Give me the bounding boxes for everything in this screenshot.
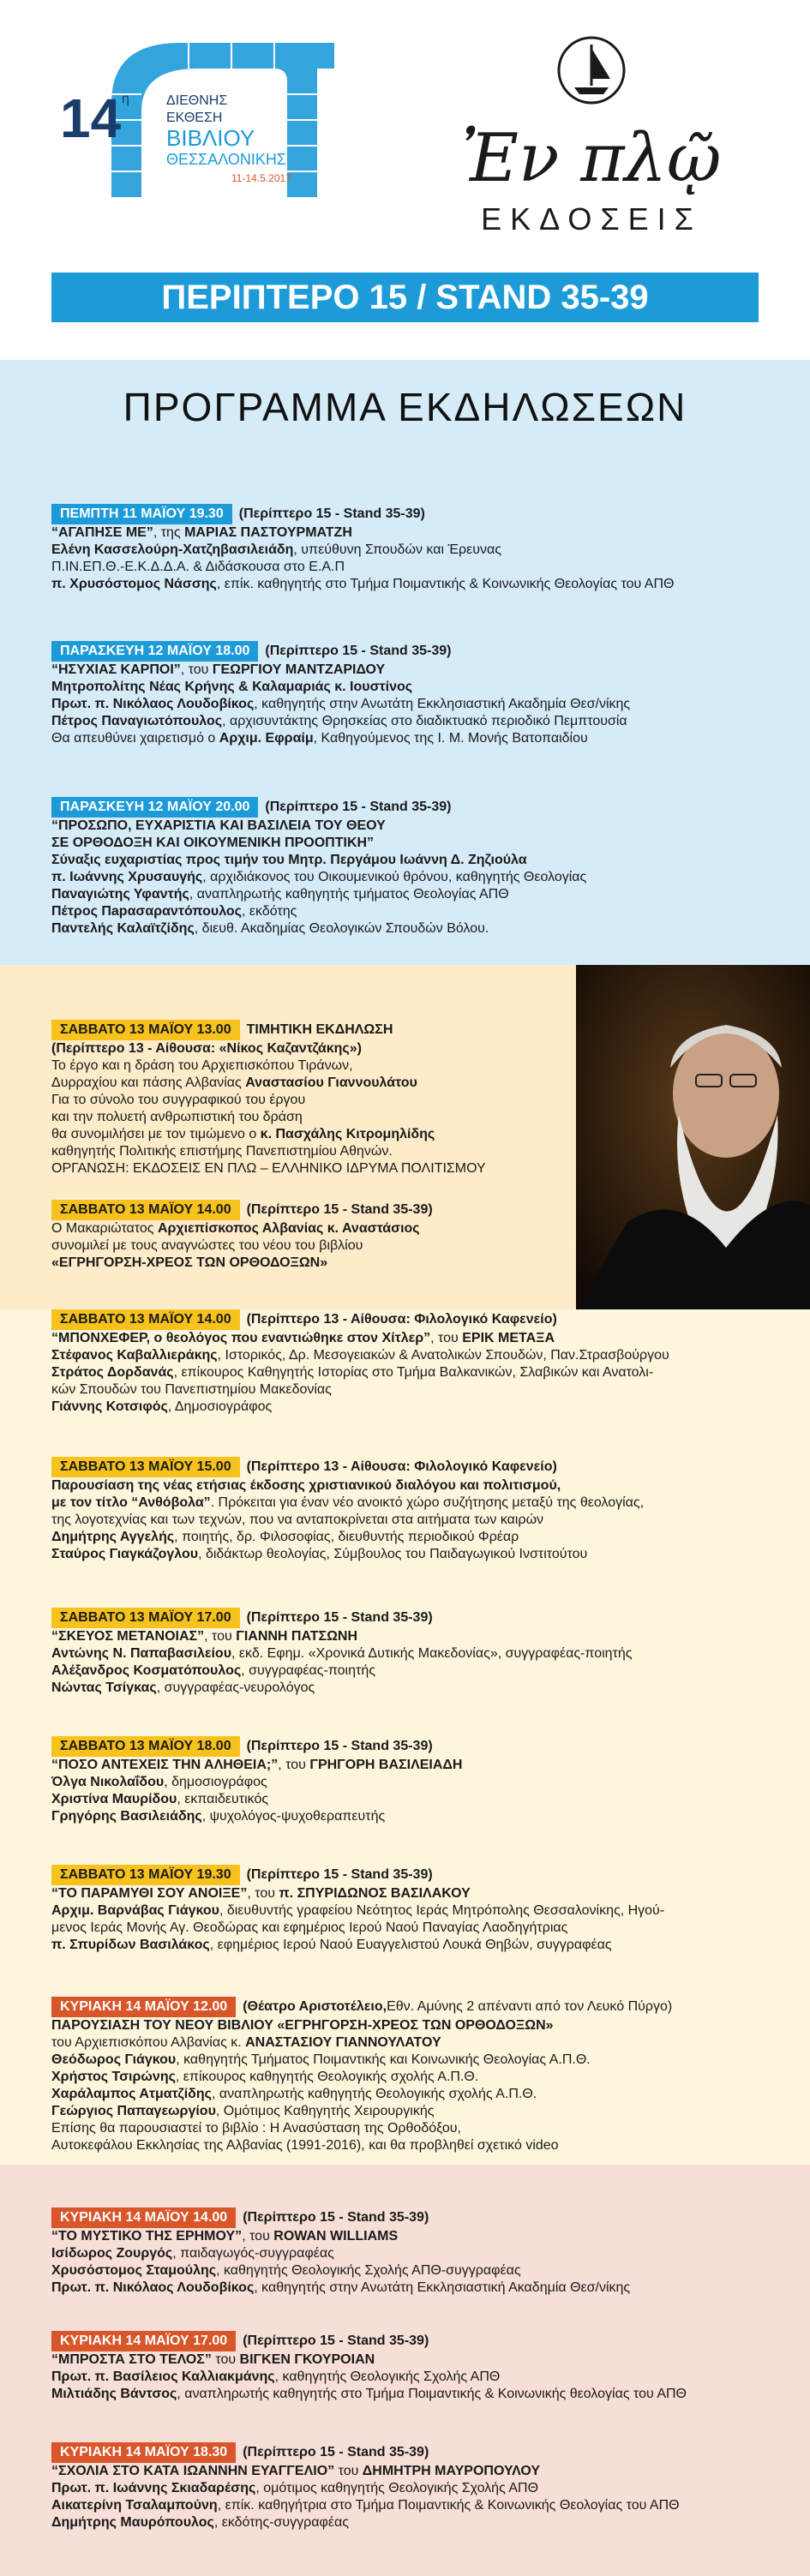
event-line (51, 524, 767, 542)
event-item (51, 2331, 767, 2403)
event-line-text: , Ιστορικός, Δρ. Μεσογειακών & Ανατολικών Σπουδών, Παν.Στρασβούργου (217, 1348, 669, 1363)
event-line (51, 2514, 767, 2531)
event-line-text: , συγγραφέας-ποιητής (241, 1663, 375, 1678)
event-line (51, 713, 767, 730)
event-line-text: κών Σπουδών του Πανεπιστημίου Μακεδονίας (51, 1382, 332, 1397)
event-line (51, 1075, 566, 1092)
event-line-text: , δημοσιογράφος (164, 1775, 267, 1789)
event-line (51, 920, 767, 938)
event-line-bold: Πέτρος Πapασαραντόπουλος (51, 904, 242, 919)
event-line (51, 2463, 767, 2480)
event-line-text: , διευθυντής γραφείου Νεότητος Ιεράς Μητρόπολης Θεσσαλονίκης, Ηγού- (219, 1903, 665, 1918)
fair-dates: 11-14.5.2017 (231, 172, 291, 184)
event-line-text: , εκπαιδευτικός (177, 1792, 269, 1806)
event-line-bold: ΓΕΩΡΓΙΟΥ ΜΑΝΤΖΑΡΙΔΟΥ (212, 662, 386, 677)
event-line-bold: Δημήτρης Αγγελής (51, 1530, 175, 1544)
event-line-text: του (334, 2464, 363, 2478)
event-line (51, 1399, 767, 1416)
event-location-extra: Εθν. Αμύνης 2 απέναντι από τον Λευκό Πύργο) (387, 1999, 673, 2014)
event-line (51, 2017, 767, 2034)
event-header (51, 1457, 767, 1477)
event-item (51, 1457, 767, 1563)
event-line (51, 1645, 767, 1662)
event-line-bold: ΣΕ ΟΡΘΟΔΟΞΗ ΚΑΙ ΟΙΚΟΥΜΕΝΙΚΗ ΠΡΟΟΠΤΙΚΗ” (51, 836, 375, 850)
event-line (51, 2279, 767, 2297)
event-line-bold: Δημήτρης Μαυρόπουλος (51, 2515, 214, 2530)
event-line-text: , υπεύθυνη Σπουδών και Έρευνας (293, 542, 501, 557)
event-date-tag: ΠΑΡΑΣΚΕΥΗ 12 ΜΑΪΟΥ 18.00 (51, 641, 258, 662)
event-line-text: , του (204, 1629, 237, 1644)
event-line-bold: Πρωτ. π. Νικόλαος Λουδοβίκος (51, 2280, 255, 2295)
event-line-bold: (Περίπτερο 13 - Αίθουσα: «Νίκος Καζαντζάκης») (51, 1041, 362, 1056)
event-line (51, 1237, 566, 1255)
event-line (51, 679, 767, 696)
event-line-bold: Πρωτ. π. Ιωάννης Σκιαδαρέσης (51, 2481, 256, 2495)
event-line-bold: Γεώργιος Παπαγεωργίου (51, 2104, 216, 2118)
event-line-bold: Αρχιεπίσκοπος Αλβανίας κ. Αναστάσιος (157, 1221, 420, 1236)
event-line (51, 1330, 767, 1347)
event-location: (Περίπτερο 15 - Stand 35-39) (243, 2445, 429, 2459)
event-line-bold: Χρήστος Τσιρώνης (51, 2070, 176, 2084)
event-line-bold: π. Σπυρίδων Βασιλάκος (51, 1938, 210, 1952)
event-line (51, 1757, 767, 1774)
event-line-bold: Χαράλαμπος Ατματζίδης (51, 2087, 212, 2101)
event-line (51, 1791, 767, 1808)
event-line-bold: Χριστίνα Μαυρίδου (51, 1792, 177, 1806)
event-header (51, 1865, 767, 1885)
event-line-text: , του (247, 1886, 279, 1901)
event-line-text: ΟΡΓΑΝΩΣΗ: ΕΚΔΟΣΕΙΣ ΕΝ ΠΛΩ – ΕΛΛΗΝΙΚΟ ΙΔΡΥΜΑ ΠΟΛΙΤΙΣΜΟΥ (51, 1161, 486, 1176)
event-location: (Περίπτερο 15 - Stand 35-39) (246, 1610, 433, 1625)
event-line-text: , αρχισυντάκτης Θρησκείας στο διαδικτυακό περιοδικό Πεμπτουσία (222, 714, 627, 728)
event-date-tag: ΚΥΡΙΑΚΗ 14 ΜΑΪΟΥ 12.00 (51, 1997, 236, 2017)
event-line (51, 2497, 767, 2514)
event-line (51, 1347, 767, 1364)
event-line-text: , του (242, 2229, 274, 2244)
event-location: (Περίπτερο 15 - Stand 35-39) (243, 2210, 429, 2225)
event-line-bold: ΓΡΗΓΟΡΗ ΒΑΣΙΛΕΙΑΔΗ (309, 1758, 463, 1772)
event-item (51, 1200, 566, 1272)
event-line-bold: ΠΑΡΟΥΣΙΑΣΗ ΤΟΥ ΝΕΟΥ ΒΙΒΛΙΟΥ «ΕΓΡΗΓΟΡΣΗ-ΧΡΕΟΣ ΤΩΝ ΟΡΘΟΔΟΞΩΝ» (51, 2018, 554, 2033)
event-line-text: , ποιητής, δρ. Φιλοσοφίας, διευθυντής περιοδικού Φρέαρ (174, 1530, 519, 1544)
event-line-bold: Παρουσίαση της νέας ετήσιας έκδοσης χριστιανικού διαλόγου και πολιτισμού, (51, 1478, 561, 1493)
event-line-bold: “ΣΧΟΛΙΑ ΣΤΟ ΚΑΤΑ ΙΩΑΝΝΗΝ ΕΥΑΓΓΕΛΙΟ” (51, 2464, 335, 2478)
event-line-text: , παιδαγωγός-συγγραφέας (172, 2246, 334, 2261)
event-line-bold: π. ΣΠΥΡΙΔΩΝΟΣ ΒΑΣΙΛΑΚΟΥ (279, 1886, 471, 1901)
event-location: (Περίπτερο 15 - Stand 35-39) (265, 644, 452, 658)
event-line (51, 1920, 767, 1937)
event-line-text: του Αρχιεπισκόπου Αλβανίας κ. (51, 2035, 246, 2050)
event-location: (Περίπτερο 15 - Stand 35-39) (243, 2333, 429, 2348)
event-line-bold: Αλέξανδρος Κοσματόπουλος (51, 1663, 242, 1678)
event-line-text: , επίκ. καθηγήτρια στο Τμήμα Ποιμαντικής & Κοινωνικής Θεολογίας του ΑΠΘ (217, 2498, 680, 2513)
event-line (51, 662, 767, 679)
event-line (51, 2262, 767, 2279)
event-item (51, 1997, 767, 2154)
event-line (51, 1126, 566, 1143)
event-line (51, 903, 767, 920)
event-line-bold: Χρυσόστομος Σταμούλης (51, 2263, 217, 2278)
event-line-bold: Όλγα Νικολαΐδου (51, 1775, 165, 1789)
event-date-tag: ΠΑΡΑΣΚΕΥΗ 12 ΜΑΪΟΥ 20.00 (51, 797, 258, 818)
event-header (51, 1309, 767, 1330)
event-line (51, 559, 767, 576)
event-line (51, 730, 767, 747)
event-line-bold: Γιάννης Κοτσιφός (51, 1399, 168, 1414)
event-line-bold: Στέφανος Καβαλλιεράκης (51, 1348, 218, 1363)
event-date-tag: ΣΑΒΒΑΤΟ 13 ΜΑΪΟΥ 14.00 (51, 1200, 240, 1220)
event-line-text: , της (153, 525, 185, 540)
event-line-text: καθηγητής Πολιτικής επιστήμης Πανεπιστημίου Αθηνών. (51, 1144, 393, 1159)
fair-city: ΘΕΣΣΑΛΟΝΙΚΗΣ (166, 151, 287, 168)
event-item (51, 1865, 767, 1954)
event-date-tag: ΣΑΒΒΑΤΟ 13 ΜΑΪΟΥ 13.00 (51, 1020, 240, 1040)
event-line (51, 1662, 767, 1680)
event-line (51, 1885, 767, 1902)
event-line-text: , ομότιμος καθηγητής Θεολογικής Σχολής ΑΠΘ (255, 2481, 539, 2495)
event-line (51, 1512, 767, 1529)
event-header (51, 1020, 566, 1040)
event-line-bold: ΓΙΑΝΝΗ ΠΑΤΣΩΝΗ (236, 1629, 358, 1644)
event-line-text: , επίκουρος Καθηγητής Ιστορίας στο Τμήμα Βαλκανικών, Σλαβικών και Ανατολι- (173, 1365, 654, 1380)
event-line-bold: Αρχιμ. Βαρνάβας Γιάγκου (51, 1903, 219, 1918)
event-line-bold: ΒΙΓΚΕΝ ΓΚΟΥΡΟΙΑΝ (239, 2352, 375, 2367)
fair-superscript: η (122, 92, 129, 106)
event-line-bold: ΜΑΡΙΑΣ ΠΑΣΤΟΥΡΜΑΤΖΗ (184, 525, 352, 540)
event-date-tag: ΚΥΡΙΑΚΗ 14 ΜΑΪΟΥ 18.30 (51, 2442, 236, 2463)
event-line-text: Π.ΙΝ.ΕΠ.Θ.-Ε.Κ.Δ.Δ.Α. & Διδάσκουσα στο Ε.Α.Π (51, 560, 345, 574)
event-date-tag: ΣΑΒΒΑΤΟ 13 ΜΑΪΟΥ 18.00 (51, 1736, 240, 1757)
event-date-tag: ΣΑΒΒΑΤΟ 13 ΜΑΪΟΥ 17.00 (51, 1608, 240, 1628)
event-line-bold: “ΣΚΕΥΟΣ ΜΕΤΑΝΟΙΑΣ” (51, 1629, 205, 1644)
stand-banner: ΠΕΡΙΠΤΕΡΟ 15 / STAND 35-39 (51, 273, 759, 322)
event-line-text: , καθηγητής στην Ανωτάτη Εκκλησιαστική Ακαδημία Θεσ/νίκης (254, 2280, 631, 2295)
event-line (51, 1220, 566, 1237)
event-line (51, 835, 767, 852)
header (0, 0, 810, 360)
event-line (51, 2228, 767, 2245)
event-date-tag: ΣΑΒΒΑΤΟ 13 ΜΑΪΟΥ 15.00 (51, 1457, 240, 1477)
event-line-bold: Ελένη Κασσελούρη-Χατζηβασιλειάδη (51, 542, 294, 557)
event-line-bold: Μιλτιάδης Βάντσος (51, 2387, 177, 2401)
event-line (51, 818, 767, 835)
event-line (51, 542, 767, 559)
event-header (51, 2442, 767, 2463)
event-line-text: του (211, 2352, 240, 2367)
event-line-bold: Αικατερίνη Τσαλαμπούνη (51, 2498, 218, 2513)
event-line (51, 1092, 566, 1109)
event-line-bold: Θεόδωρος Γιάγκου (51, 2052, 177, 2067)
event-line-text: συνομιλεί με τους αναγνώστες του νέου του βιβλίου (51, 1238, 363, 1253)
event-line (51, 886, 767, 903)
event-location: (Περίπτερο 15 - Stand 35-39) (265, 800, 452, 814)
event-line-text: , εφημέριος Ιερού Ναού Ευαγγελιστού Λουκά Θηβών, συγγραφέας (209, 1938, 612, 1952)
event-line (51, 1937, 767, 1954)
event-header (51, 2208, 767, 2228)
event-line-bold: Μητροπολίτης Νέας Κρήνης & Καλαμαριάς κ. Ιουστίνος (51, 680, 413, 694)
event-item (51, 1020, 566, 1177)
event-line-bold: Νώντας Τσίγκας (51, 1680, 157, 1695)
event-line-text: , καθηγητής Θεολογικής Σχολής ΑΠΘ (274, 2369, 501, 2384)
event-location: (Περίπτερο 15 - Stand 35-39) (246, 1739, 433, 1753)
event-line (51, 1680, 767, 1697)
event-line (51, 1381, 767, 1399)
event-date-tag: ΚΥΡΙΑΚΗ 14 ΜΑΪΟΥ 14.00 (51, 2208, 236, 2228)
event-line-text: , εκδ. Εφημ. «Χρονικά Δυτικής Μακεδονίας», συγγραφέας-ποιητής (231, 1646, 633, 1661)
event-location: (Περίπτερο 15 - Stand 35-39) (238, 506, 425, 521)
event-line (51, 1160, 566, 1177)
fair-line2: ΕΚΘΕΣΗ (166, 111, 223, 125)
event-line (51, 1364, 767, 1381)
event-line (51, 2120, 767, 2137)
event-line-text: , διευθ. Ακαδημίας Θεολογικών Σπουδών Βόλου. (194, 921, 489, 936)
event-line (51, 869, 767, 886)
event-line-text: . Πρόκειται για έναν νέο ανοικτό χώρο συζήτησης μεταξύ της θεολογίας, (210, 1495, 645, 1510)
event-line-text: , του (430, 1331, 463, 1345)
event-line-text: , εκδότης-συγγραφέας (213, 2515, 349, 2530)
event-line-text: , διδάκτωρ θεολογίας, Σύμβουλος του Παιδαγωγικού Ινστιτούτου (198, 1547, 588, 1561)
event-location: (Περίπτερο 13 - Αίθουσα: Φιλολογικό Καφενείο) (246, 1459, 557, 1474)
event-line (51, 2351, 767, 2369)
archbishop-portrait-icon (576, 965, 810, 1309)
event-line-bold: Σταύρος Γιαγκάζογλου (51, 1547, 199, 1561)
event-line-text: , καθηγητής Θεολογικής Σχολής ΑΠΘ-συγγραφέας (216, 2263, 521, 2278)
publisher-logo (450, 34, 733, 237)
fair-number: 14 (60, 87, 122, 149)
publisher-name: Ἐν πλῷ (461, 120, 722, 197)
event-line-text: θα συνομιλήσει με τον τιμώμενο ο (51, 1127, 261, 1141)
event-line (51, 576, 767, 593)
event-line-bold: με τον τίτλο “Ανθόβολα” (51, 1495, 211, 1510)
event-line (51, 2034, 767, 2052)
event-line-bold: Παντελής Καλαϊτζίδης (51, 921, 195, 936)
event-line (51, 2137, 767, 2154)
event-line (51, 1143, 566, 1160)
event-line-bold: “ΑΓΑΠΗΣΕ ΜΕ” (51, 525, 153, 540)
event-date-tag: ΚΥΡΙΑΚΗ 14 ΜΑΪΟΥ 17.00 (51, 2331, 236, 2351)
event-date-tag: ΣΑΒΒΑΤΟ 13 ΜΑΪΟΥ 14.00 (51, 1309, 240, 1330)
program-title: ΠΡΟΓΡΑΜΜΑ ΕΚΔΗΛΩΣΕΩΝ (123, 385, 687, 429)
event-line-text: , Δημοσιογράφος (167, 1399, 273, 1414)
event-line-text: μενος Ιεράς Μονής Αγ. Θεοδώρας και εφημέριος Ιερού Ναού Παναγίας Λαοδηγήτριας (51, 1920, 568, 1935)
event-item (51, 1736, 767, 1825)
publisher-sub: ΕΚΔΟΣΕΙΣ (481, 201, 702, 237)
event-line (51, 1529, 767, 1546)
event-item (51, 797, 767, 938)
event-line-bold: «ΕΓΡΗΓΟΡΣΗ-ΧΡΕΟΣ ΤΩΝ ΟΡΘΟΔΟΞΩΝ» (51, 1255, 328, 1270)
event-line (51, 1808, 767, 1825)
event-line-text: Δυρραχίου και πάσης Αλβανίας (51, 1075, 246, 1090)
event-line (51, 2103, 767, 2120)
event-line (51, 1040, 566, 1057)
event-line-bold: Σύναξις ευχαριστίας προς τιμήν του Μητρ. Περγάμου Ιωάννη Δ. Ζηζιούλα (51, 853, 527, 867)
event-line-bold: π. Χρυσόστομος Νάσσης (51, 577, 217, 591)
event-line-bold: Ισίδωρος Ζουργός (51, 2246, 173, 2261)
event-line (51, 852, 767, 869)
event-line-bold: π. Ιωάννης Χρυσαυγής (51, 870, 203, 884)
event-line (51, 2052, 767, 2069)
event-line-text: , ψυχολόγος-ψυχοθεραπευτής (201, 1809, 386, 1824)
event-line-bold: “ΠΟΣΟ ΑΝΤΕΧΕΙΣ ΤΗΝ ΑΛΗΘΕΙΑ;” (51, 1758, 279, 1772)
event-date-tag: ΣΑΒΒΑΤΟ 13 ΜΑΪΟΥ 19.30 (51, 1865, 240, 1885)
event-line-text: , Καθηγούμενος της Ι. Μ. Μονής Βατοπαιδίου (313, 731, 588, 746)
event-line-text: , καθηγητής στην Ανωτάτη Εκκλησιαστική Ακαδημία Θεσ/νίκης (254, 697, 631, 711)
event-header (51, 641, 767, 662)
event-line-text: Το έργο και η δράση του Αρχιεπισκόπου Τιράνων, (51, 1058, 353, 1073)
event-line-text: , συγγραφέας-νευρολόγος (156, 1680, 315, 1695)
ship-icon (557, 34, 626, 111)
event-line-text: , αρχιδιάκονος του Οικουμενικού θρόνου, καθηγητής Θεολογίας (202, 870, 587, 884)
event-line (51, 2086, 767, 2103)
event-line-bold: Παναγιώτης Υφαντής (51, 887, 189, 902)
event-line (51, 1628, 767, 1645)
event-line-bold: Στράτος Δορδανάς (51, 1365, 174, 1380)
event-header (51, 797, 767, 818)
event-line-bold: ΔΗΜΗΤΡΗ ΜΑΥΡΟΠΟΥΛΟΥ (362, 2464, 541, 2478)
event-line (51, 1902, 767, 1920)
event-line (51, 1477, 767, 1495)
event-line-bold: Αντώνης Ν. Παπαβασιλείου (51, 1646, 231, 1661)
event-item (51, 2442, 767, 2531)
fair-line1: ΔΙΕΘΝΗΣ (166, 93, 228, 108)
event-line-bold: ROWAN WILLIAMS (273, 2229, 399, 2244)
event-item (51, 504, 767, 593)
event-location: (Περίπτερο 15 - Stand 35-39) (246, 1202, 433, 1217)
event-line-bold: “ΠΡΟΣΩΠΟ, ΕΥΧΑΡΙΣΤΙΑ ΚΑΙ ΒΑΣΙΛΕΙΑ ΤΟΥ ΘΕΟΥ (51, 818, 386, 833)
event-location: (Θέατρο Αριστοτέλειο, (243, 1999, 387, 2014)
event-item (51, 1608, 767, 1697)
event-location: ΤΙΜΗΤΙΚΗ ΕΚΔΗΛΩΣΗ (246, 1022, 393, 1037)
event-line-bold: Γρηγόρης Βασιλειάδης (51, 1809, 202, 1824)
event-header (51, 2331, 767, 2351)
event-line-text: , του (278, 1758, 310, 1772)
event-line-text: Για το σύνολο του συγγραφικού του έργου (51, 1093, 306, 1107)
event-item (51, 2208, 767, 2297)
event-line-bold: Πέτρος Παναγιωτόπουλος (51, 714, 223, 728)
event-line (51, 1546, 767, 1563)
event-line-bold: “ΜΠΟΝΧΕΦΕΡ, ο θεολόγος που εναντιώθηκε στον Χίτλερ” (51, 1331, 431, 1345)
archbishop-photo (576, 965, 810, 1309)
event-line-bold: Αρχιμ. Εφραίμ (219, 731, 314, 746)
event-line-bold: Πρωτ. π. Βασίλειος Καλλιακμάνης (51, 2369, 275, 2384)
event-line-bold: “ΤΟ ΜΥΣΤΙΚΟ ΤΗΣ ΕΡΗΜΟΥ” (51, 2229, 243, 2244)
event-item (51, 1309, 767, 1416)
fair-line3: ΒΙΒΛΙΟΥ (166, 125, 255, 151)
event-line (51, 2069, 767, 2086)
event-line-text: , αναπληρωτής καθηγητής Θεολογικής σχολής Α.Π.Θ. (211, 2087, 537, 2101)
event-line (51, 2369, 767, 2386)
event-line-bold: Πρωτ. π. Νικόλαος Λουδοβίκος (51, 697, 255, 711)
event-location: (Περίπτερο 13 - Αίθουσα: Φιλολογικό Καφενείο) (246, 1312, 557, 1327)
event-line (51, 1057, 566, 1075)
event-header (51, 1736, 767, 1757)
event-line-bold: “ΗΣΥΧΙΑΣ ΚΑΡΠΟΙ” (51, 662, 181, 677)
event-line-text: , Ομότιμος Καθηγητής Χειρουργικής (215, 2104, 435, 2118)
event-line-text: Επίσης θα παρουσιαστεί το βιβλίο : Η Ανασύσταση της Ορθοδόξου, (51, 2121, 461, 2136)
event-line (51, 2480, 767, 2497)
event-line-text: και την πολυετή ανθρωπιστική του δράση (51, 1110, 303, 1124)
event-line-text: , επίκουρος καθηγητής Θεολογικής σχολής Α.Π.Θ. (175, 2070, 479, 2084)
event-line-text: , επίκ. καθηγητής στο Τμήμα Ποιμαντικής & Κοινωνικής Θεολογίας του ΑΠΘ (216, 577, 675, 591)
event-line (51, 696, 767, 713)
event-item (51, 641, 767, 747)
event-line-text: Ο Μακαριώτατος (51, 1221, 158, 1236)
event-line-text: της λογοτεχνίας και των τεχνών, που να ανταποκρίνεται στα αιτήματα των καιρών (51, 1513, 544, 1527)
event-line (51, 1774, 767, 1791)
event-header (51, 504, 767, 524)
event-line (51, 1109, 566, 1126)
event-line-bold: “ΜΠΡΟΣΤΑ ΣΤΟ ΤΕΛΟΣ” (51, 2352, 212, 2367)
event-line-bold: κ. Πασχάλης Κιτρομηλίδης (260, 1127, 435, 1141)
event-line (51, 1255, 566, 1272)
event-line-text: , του (180, 662, 213, 677)
event-line-text: , εκδότης (241, 904, 297, 919)
book-fair-logo (60, 43, 334, 197)
event-location: (Περίπτερο 15 - Stand 35-39) (246, 1867, 433, 1882)
event-line-bold: “ΤΟ ΠΑΡΑΜΥΘΙ ΣΟΥ ΑΝΟΙΞΕ” (51, 1886, 248, 1901)
event-line-text: Αυτοκεφάλου Εκκλησίας της Αλβανίας (1991-2016), και θα προβληθεί σχετικό video (51, 2138, 559, 2153)
event-line (51, 1495, 767, 1512)
event-line (51, 2245, 767, 2262)
event-line-bold: ΕΡΙΚ ΜΕΤΑΞΑ (462, 1331, 555, 1345)
event-line-text: , καθηγητής Τμήματος Ποιμαντικής και Κοινωνικής Θεολογίας Α.Π.Θ. (176, 2052, 591, 2067)
event-header (51, 1997, 767, 2017)
event-line-text: Θα απευθύνει χαιρετισμό ο (51, 731, 219, 746)
event-line-text: , αναπληρωτής καθηγητής τμήματος Θεολογίας ΑΠΘ (189, 887, 509, 902)
event-line-text: , αναπληρωτής καθηγητής στο Τμήμα Ποιμαντικής & Κοινωνικής θεολογίας του ΑΠΘ (177, 2387, 687, 2401)
event-line-bold: ΑΝΑΣΤΑΣΙΟΥ ΓΙΑΝΝΟΥΛΑΤΟΥ (245, 2035, 441, 2050)
event-line-bold: Αναστασίου Γιαννουλάτου (245, 1075, 417, 1090)
event-header (51, 1200, 566, 1220)
event-date-tag: ΠΕΜΠΤΗ 11 ΜΑΪΟΥ 19.30 (51, 504, 232, 524)
event-line (51, 2386, 767, 2403)
event-header (51, 1608, 767, 1628)
